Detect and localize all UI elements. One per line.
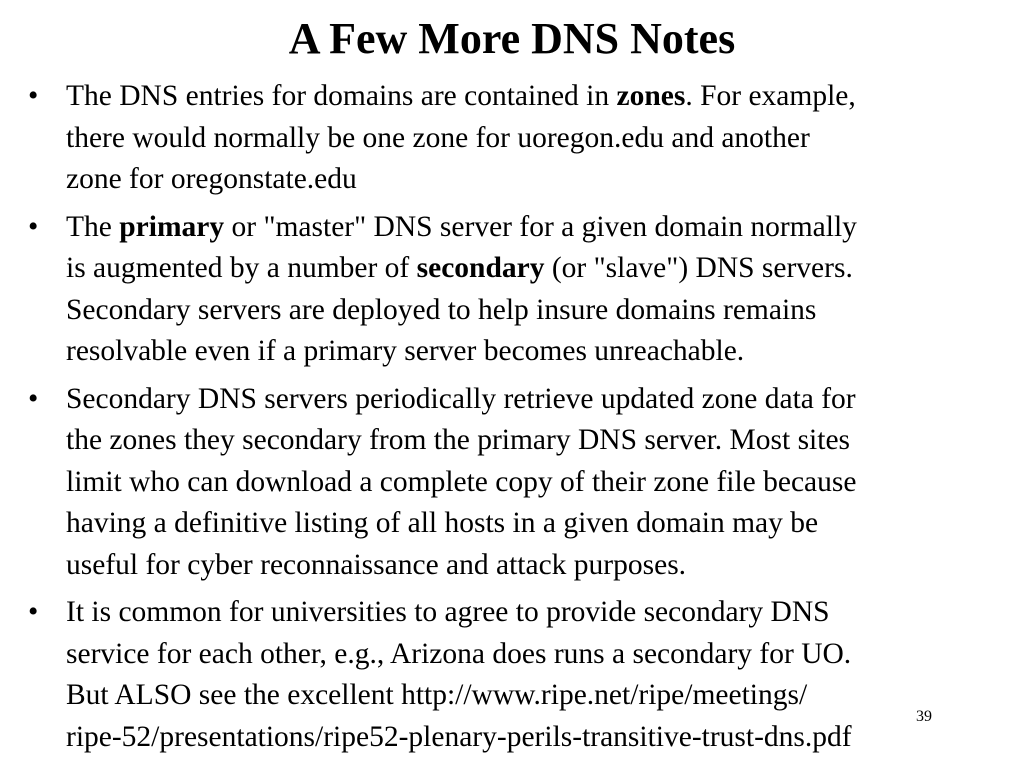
bullet-line: zone for oregonstate.edu bbox=[66, 163, 357, 195]
bullet-line: • It is common for universities to agree to provide secondary DNS bbox=[66, 596, 830, 628]
bullet-line: having a definitive listing of all hosts in a given domain may be bbox=[66, 507, 819, 539]
term-zones: zones bbox=[616, 80, 686, 112]
text-run: or "master" DNS server for a given domain normally bbox=[224, 210, 857, 243]
bullet-line: limit who can download a complete copy of their zone file because bbox=[66, 465, 857, 498]
bullet-line bbox=[66, 207, 996, 249]
bullet-line: ripe-52/presentations/ripe52-plenary-perils-transitive-trust-dns.pdf bbox=[66, 720, 852, 753]
text-run: . For example, bbox=[685, 80, 856, 112]
bullet-list bbox=[66, 76, 996, 764]
bullet-line: service for each other, e.g., Arizona does runs a secondary for UO. bbox=[66, 637, 852, 670]
text-run: is augmented by a number of bbox=[66, 252, 417, 284]
bullet-item bbox=[66, 592, 996, 758]
bullet-line: the zones they secondary from the primary DNS server. Most sites bbox=[66, 424, 851, 456]
bullet-item bbox=[66, 207, 996, 373]
bullet-line bbox=[66, 248, 996, 290]
text-run: (or "slave") DNS servers. bbox=[544, 252, 853, 284]
slide-title: A Few More DNS Notes bbox=[288, 14, 736, 63]
bullet-item bbox=[66, 76, 996, 201]
bullet-line: Secondary servers are deployed to help insure domains remains bbox=[66, 293, 817, 326]
term-primary: primary bbox=[119, 210, 225, 243]
bullet-line: • Secondary DNS servers periodically retrieve updated zone data for bbox=[66, 382, 856, 415]
bullet-line: But ALSO see the excellent http://www.ripe.net/ripe/meetings/ bbox=[66, 679, 808, 711]
bullet-line: resolvable even if a primary server becomes unreachable. bbox=[66, 335, 745, 367]
bullet-line: there would normally be one zone for uoregon.edu and another bbox=[66, 121, 810, 154]
term-secondary: secondary bbox=[416, 252, 545, 284]
text-run: The DNS entries for domains are contained in bbox=[66, 80, 617, 112]
bullet-item bbox=[66, 379, 996, 587]
bullet-line: useful for cyber reconnaissance and attack purposes. bbox=[66, 548, 687, 581]
page-number: 39 bbox=[916, 708, 932, 725]
text-run: The bbox=[66, 210, 120, 243]
bullet-line bbox=[66, 76, 996, 118]
